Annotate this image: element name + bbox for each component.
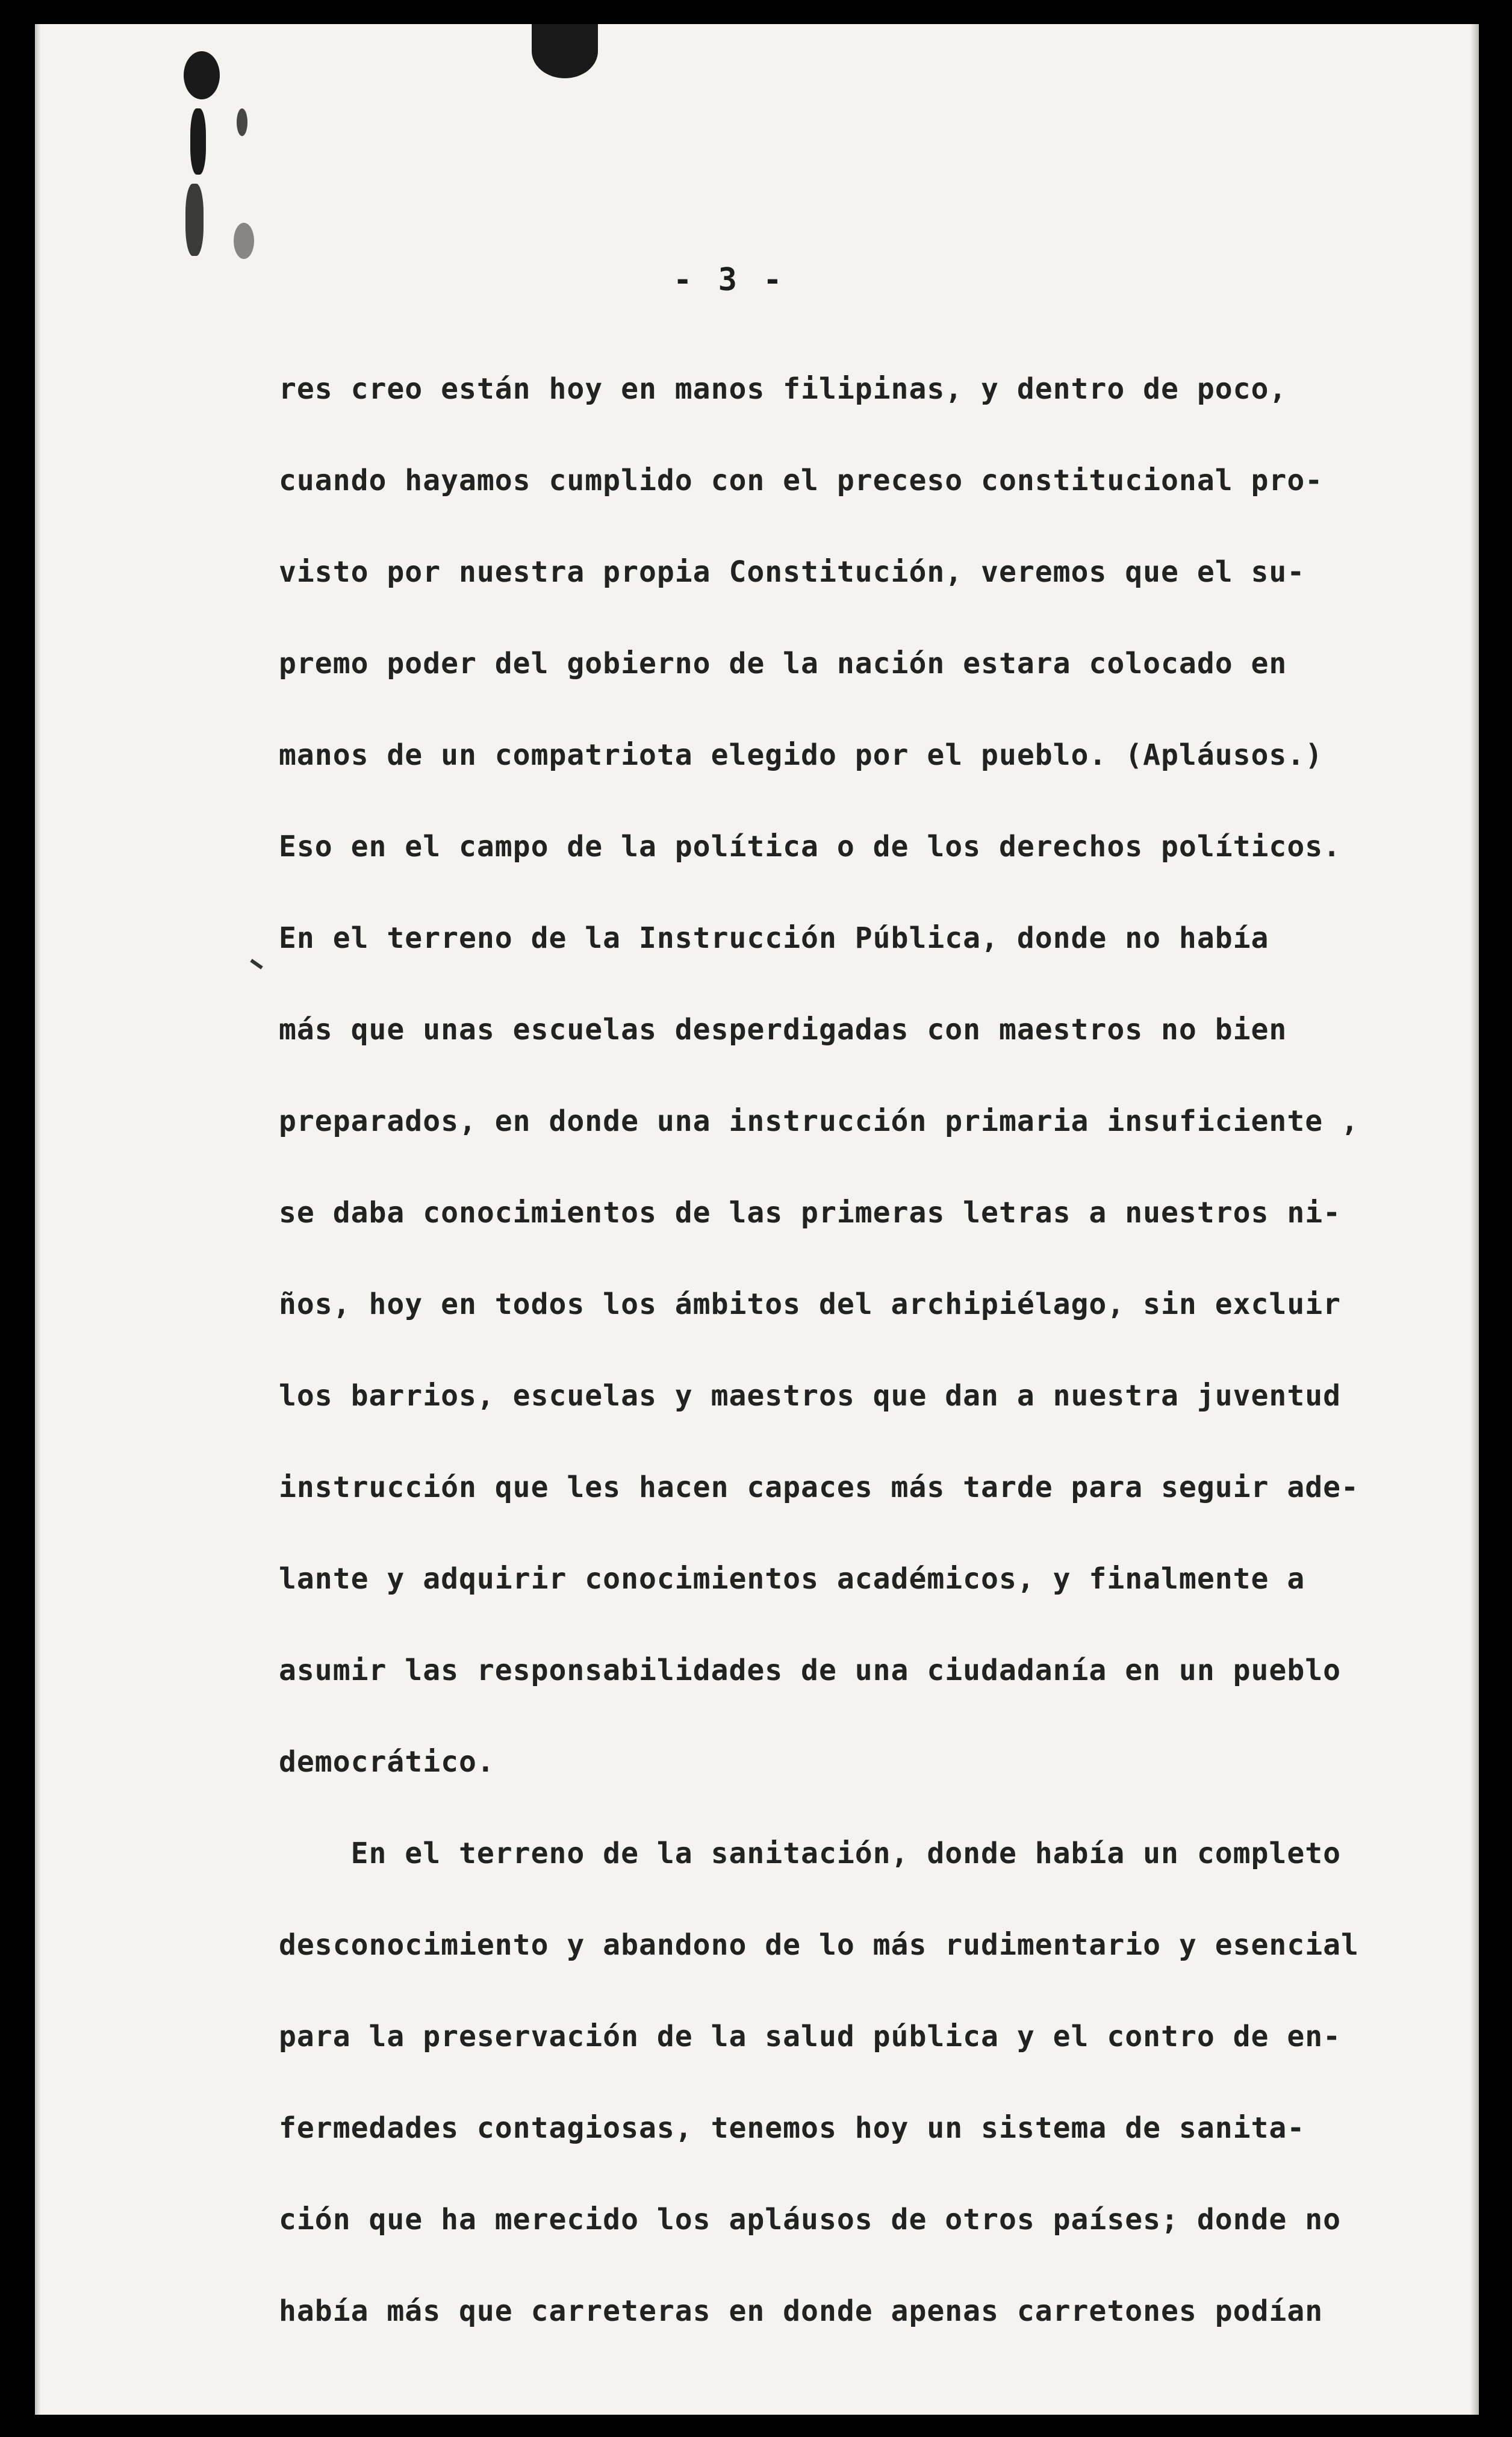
text-line: los barrios, escuelas y maestros que dan a nuestra juventud (279, 1379, 1342, 1413)
text-line: fermedades contagiosas, tenemos hoy un sistema de sanita- (279, 2111, 1305, 2145)
text-line: ños, hoy en todos los ámbitos del archipiélago, sin excluir (279, 1287, 1342, 1321)
text-line: premo poder del gobierno de la nación estara colocado en (279, 647, 1287, 680)
margin-mark (250, 959, 263, 970)
text-line: cuando hayamos cumplido con el preceso constitucional pro- (279, 464, 1324, 497)
ink-stain (532, 24, 598, 78)
text-line: En el terreno de la Instrucción Pública, donde no había (279, 921, 1269, 955)
text-line: visto por nuestra propia Constitución, veremos que el su- (279, 555, 1305, 589)
text-line: ción que ha merecido los apláusos de otros países; donde no (279, 2203, 1342, 2236)
text-line: para la preservación de la salud pública y el contro de en- (279, 2020, 1342, 2053)
text-line: se daba conocimientos de las primeras letras a nuestros ni- (279, 1196, 1342, 1230)
text-line: instrucción que les hacen capaces más tarde para seguir ade- (279, 1471, 1359, 1504)
text-line: lante y adquirir conocimientos académicos, y finalmente a (279, 1562, 1305, 1596)
text-line: democrático. (279, 1745, 495, 1779)
document-page (35, 24, 1479, 2415)
text-line: más que unas escuelas desperdigadas con maestros no bien (279, 1013, 1287, 1047)
page-edge-right (1470, 24, 1479, 2415)
text-line: En el terreno de la sanitación, donde había un completo (279, 1837, 1342, 1870)
ink-stain (237, 108, 247, 136)
page-edge-left (35, 24, 41, 2415)
text-line: había más que carreteras en donde apenas carretones podían (279, 2294, 1324, 2328)
text-line: asumir las responsabilidades de una ciudadanía en un pueblo (279, 1654, 1342, 1687)
ink-stain (190, 108, 206, 175)
text-line: desconocimiento y abandono de lo más rudimentario y esencial (279, 1928, 1359, 1962)
ink-stain (184, 51, 220, 99)
ink-stain (234, 223, 254, 259)
text-line: manos de un compatriota elegido por el pueblo. (Apláusos.) (279, 738, 1324, 772)
text-line: Eso en el campo de la política o de los derechos políticos. (279, 830, 1342, 864)
text-line: res creo están hoy en manos filipinas, y dentro de poco, (279, 372, 1287, 406)
page-number: - 3 - (673, 262, 786, 298)
text-line: preparados, en donde una instrucción primaria insuficiente , (279, 1104, 1359, 1138)
ink-stain (185, 184, 204, 256)
